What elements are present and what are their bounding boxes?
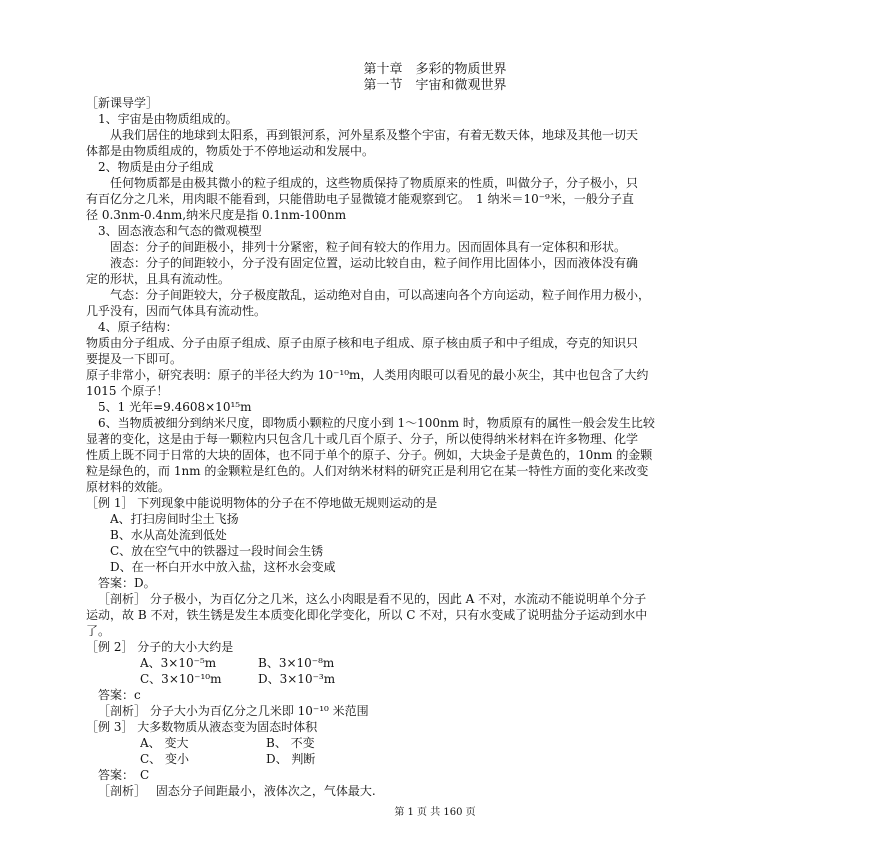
- paragraph-line: 要提及一下即可。: [86, 352, 183, 366]
- example-3-option-d: D、 判断: [266, 752, 316, 766]
- example-3-option-c: C、 变小: [140, 752, 189, 766]
- example-1-option-b: B、水从高处流到低处: [110, 528, 227, 542]
- paragraph-line: 固态：分子的间距极小，排列十分紧密，粒子间有较大的作用力。因而固体具有一定体积和形状。: [110, 240, 627, 254]
- paragraph-line: 液态：分子的间距较小，分子没有固定位置，运动比较自由，粒子间作用比固体小，因而液体没有确: [110, 256, 639, 270]
- point-2-heading: 2、物质是由分子组成: [98, 160, 214, 174]
- chapter-title: 第十章 多彩的物质世界: [363, 62, 507, 77]
- paragraph-line: 粒是绿色的，而 1nm 的金颗粒是红色的。人们对纳米材料的研究正是利用它在某一特性方面的变化来改变: [86, 464, 649, 478]
- paragraph-line: 体都是由物质组成的，物质处于不停地运动和发展中。: [86, 144, 375, 158]
- example-2-option-d: D、3×10⁻³m: [258, 672, 336, 686]
- example-3-options-row: [140, 751, 840, 767]
- paragraph-line: 气态：分子间距较大，分子极度散乱，运动绝对自由，可以高速向各个方向运动，粒子间作用力极小，: [110, 288, 651, 302]
- point-5-heading: 5、1 光年=9.4608×10¹⁵m: [98, 400, 252, 414]
- paragraph-line: 原材料的效能。: [86, 480, 171, 494]
- example-1-question: ［例 1］ 下列现象中能说明物体的分子在不停地做无规则运动的是: [86, 496, 438, 510]
- paragraph-line: 几乎没有，因而气体具有流动性。: [86, 304, 267, 318]
- example-2-options-row: [140, 655, 840, 671]
- example-1-analysis: ［剖析］ 分子极小，为百亿分之几米，这么小肉眼是看不见的，因此 A 不对，水流动不能说明单个分子: [98, 592, 647, 606]
- example-3-question: ［例 3］ 大多数物质从液态变为固态时体积: [86, 720, 318, 734]
- example-3-answer: 答案： C: [98, 768, 150, 782]
- example-3-option-a: A、 变大: [140, 736, 189, 750]
- page-footer: 第 1 页 共 160 页: [394, 807, 476, 818]
- example-2-question: ［例 2］ 分子的大小大约是: [86, 640, 234, 654]
- example-3-options-row: [140, 735, 840, 751]
- point-6-heading: 6、当物质被细分到纳米尺度，即物质小颗粒的尺度小到 1～100nm 时，物质原有的属性一般会发生比较: [98, 416, 655, 430]
- paragraph-line: 运动，故 B 不对，铁生锈是发生本质变化即化学变化，所以 C 不对，只有水变咸了说明盐分子运动到水中: [86, 608, 648, 622]
- section-title: 第一节 宇宙和微观世界: [363, 78, 507, 93]
- point-1-heading: 1、宇宙是由物质组成的。: [98, 112, 238, 126]
- paragraph-line: 显著的变化，这是由于每一颗粒内只包含几十或几百个原子、分子，所以使得纳米材料在许多物理、化学: [86, 432, 639, 446]
- paragraph-line: 任何物质都是由极其微小的粒子组成的，这些物质保持了物质原来的性质，叫做分子，分子极小，只: [110, 176, 639, 190]
- example-1-option-a: A、打扫房间时尘土飞扬: [110, 512, 239, 526]
- paragraph-line: 1015 个原子！: [86, 384, 169, 398]
- paragraph-line: 了。: [86, 624, 111, 638]
- paragraph-line: 径 0.3nm-0.4nm,纳米尺度是指 0.1nm-100nm: [86, 208, 347, 222]
- example-2-option-c: C、3×10⁻¹⁰m: [140, 672, 222, 686]
- example-2-analysis: ［剖析］ 分子大小为百亿分之几米即 10⁻¹⁰ 米范围: [98, 704, 369, 718]
- paragraph-line: 性质上既不同于日常的大块的固体，也不同于单个的原子、分子。例如，大块金子是黄色的，10nm 的金颗: [86, 448, 653, 462]
- example-2-option-a: A、3×10⁻⁵m: [140, 656, 217, 670]
- example-2-answer: 答案：c: [98, 688, 141, 702]
- paragraph-line: 原子非常小，研究表明：原子的半径大约为 10⁻¹⁰m，人类用肉眼可以看见的最小灰尘，其中也包含了大约: [86, 368, 649, 382]
- paragraph-line: 定的形状，且具有流动性。: [86, 272, 231, 286]
- point-4-heading: 4、原子结构：: [98, 320, 178, 334]
- section-heading: ［新课导学］: [86, 96, 159, 110]
- example-1-option-c: C、放在空气中的铁器过一段时间会生锈: [110, 544, 324, 558]
- paragraph-line: 从我们居住的地球到太阳系，再到银河系，河外星系及整个宇宙，有着无数天体，地球及其他一切天: [110, 128, 639, 142]
- paragraph-line: 物质由分子组成、分子由原子组成、原子由原子核和电子组成、原子核由质子和中子组成，夸克的知识只: [86, 336, 639, 350]
- example-3-analysis: ［剖析］ 固态分子间距最小，液体次之，气体最大.: [98, 784, 376, 798]
- example-1-answer: 答案：D。: [98, 576, 156, 590]
- point-3-heading: 3、固态液态和气态的微观模型: [98, 224, 262, 238]
- example-2-option-b: B、3×10⁻⁸m: [258, 656, 335, 670]
- example-1-option-d: D、在一杯白开水中放入盐，这杯水会变咸: [110, 560, 336, 574]
- paragraph-line: 有百亿分之几米，用肉眼不能看到，只能借助电子显微镜才能观察到它。 1 纳米＝10⁻⁹米，一般分子直: [86, 192, 634, 206]
- example-2-options-row: [140, 671, 840, 687]
- example-3-option-b: B、 不变: [266, 736, 315, 750]
